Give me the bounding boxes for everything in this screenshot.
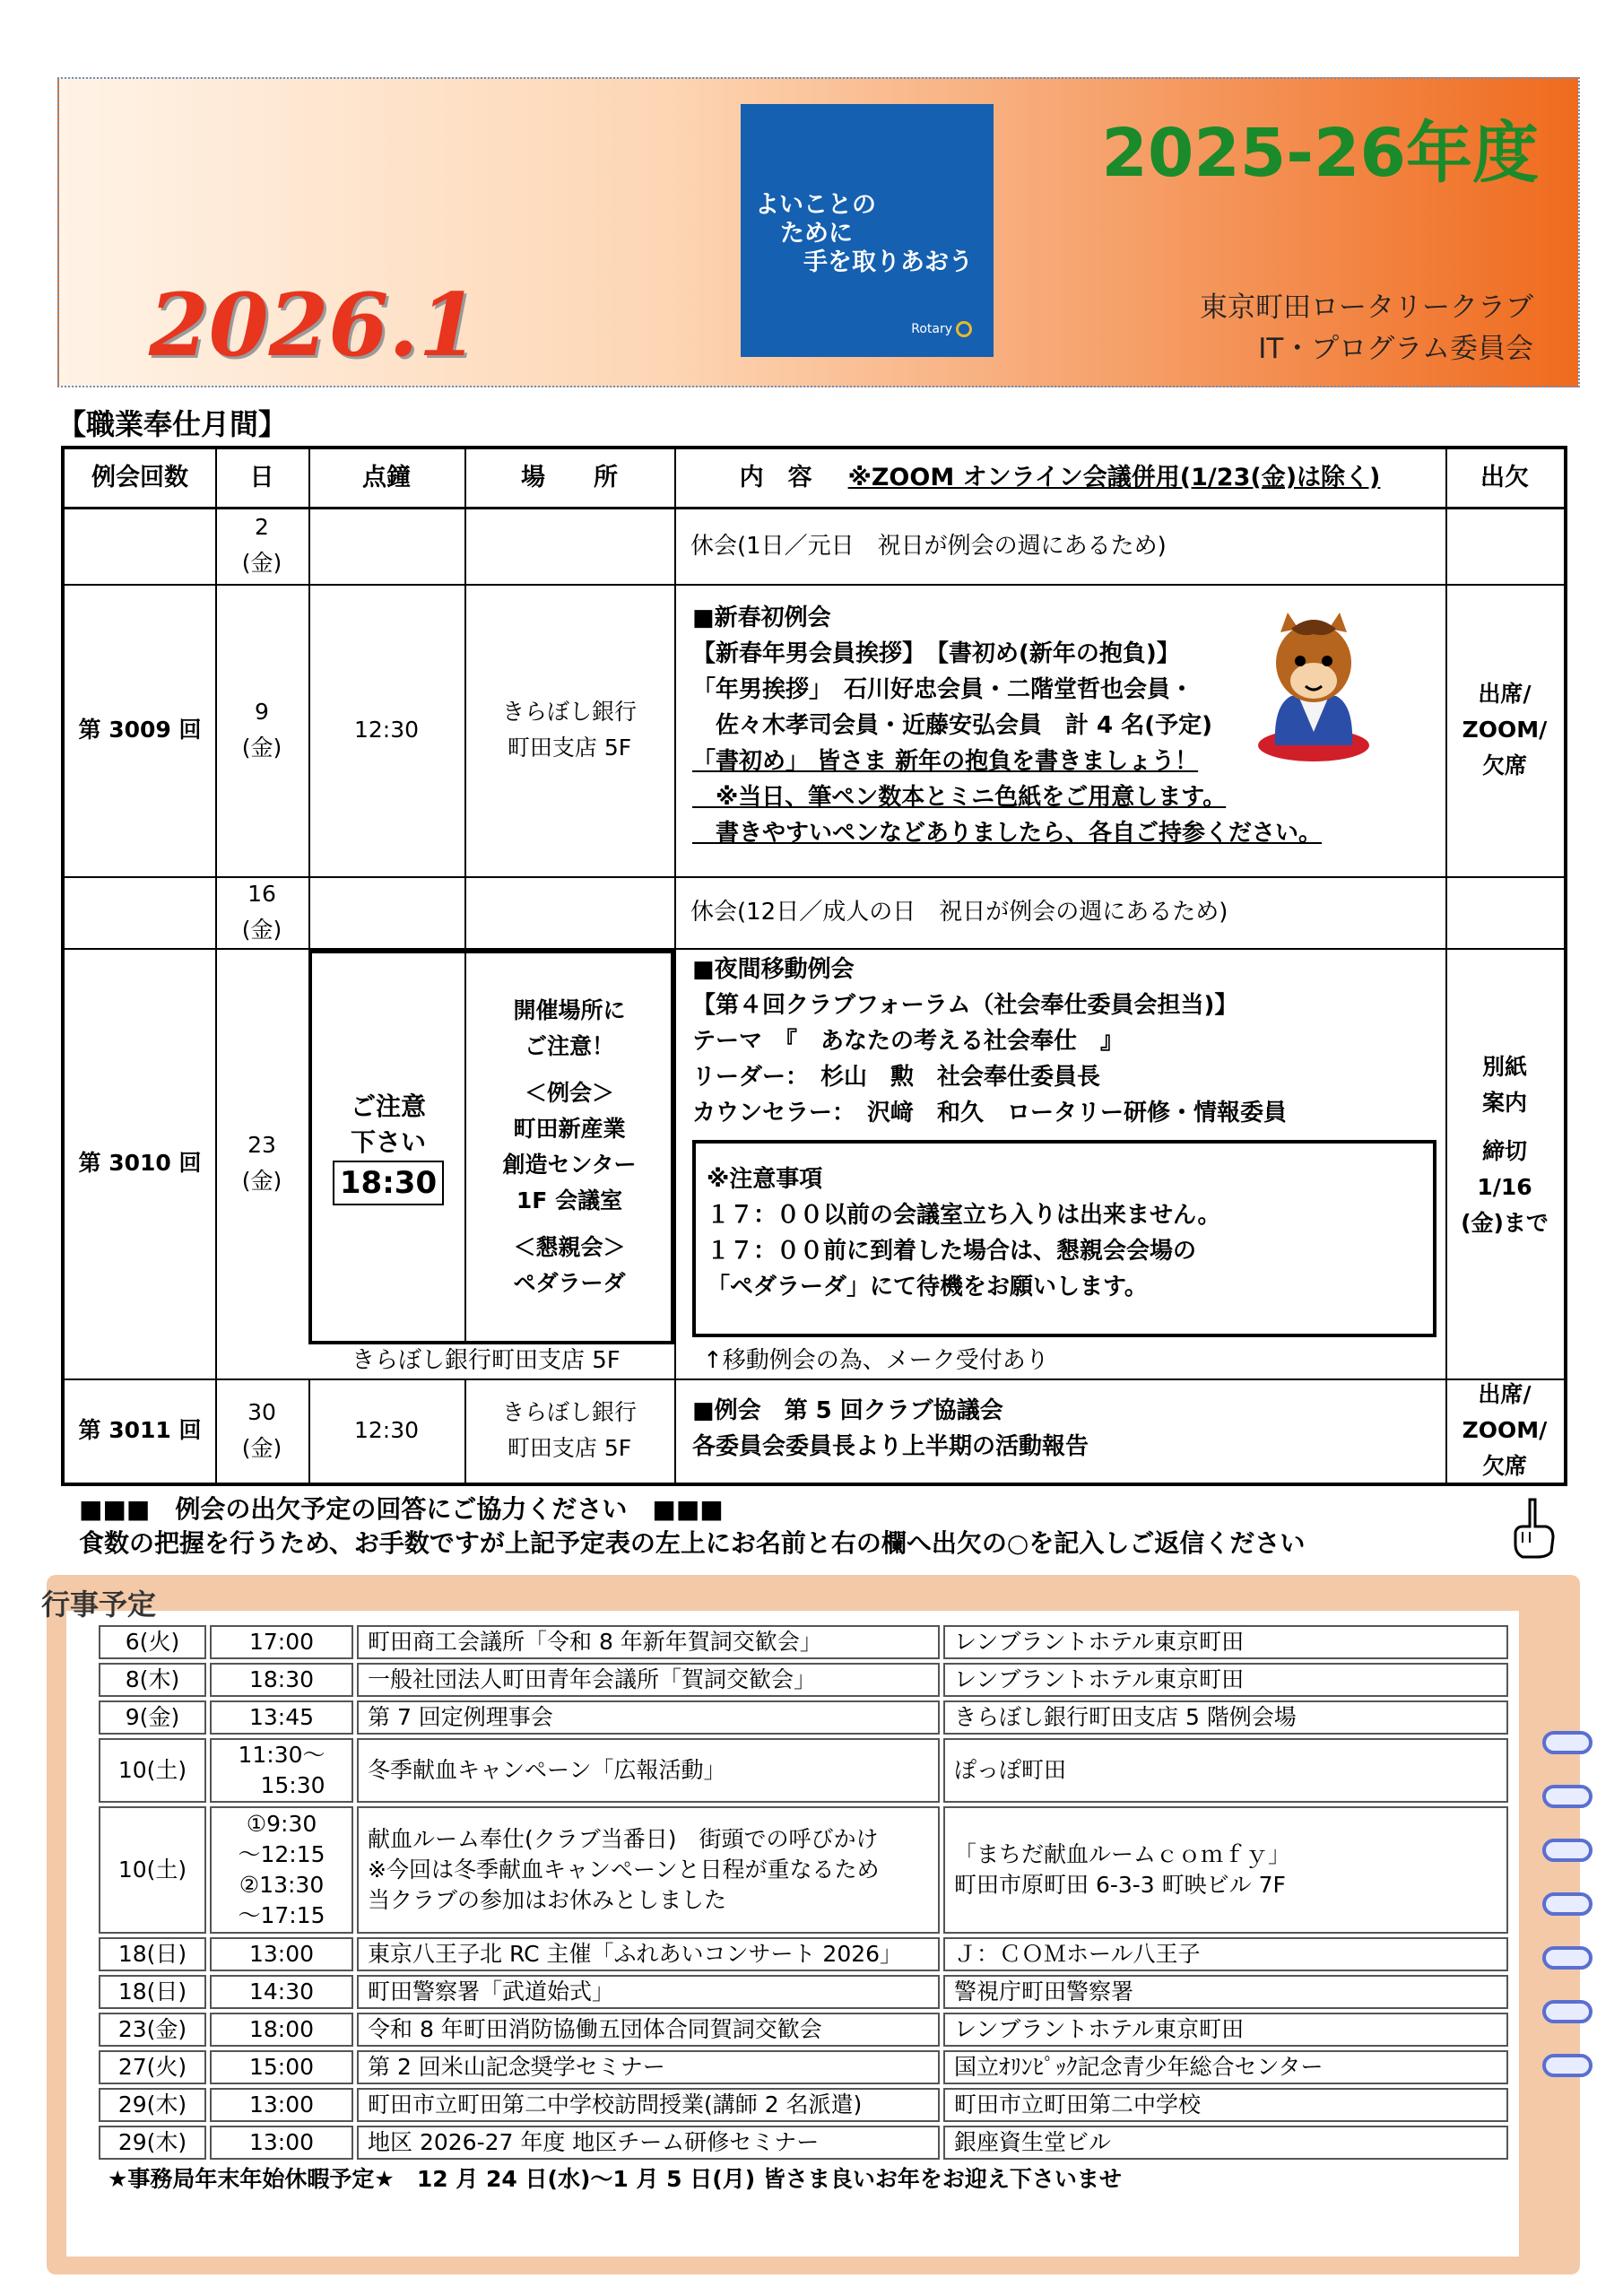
place-jan9: きらぼし銀行 町田支店 5F: [501, 699, 637, 761]
caution-notice: ※注意事項 １７：００以前の会議室立ち入りは出来ません。 １７：００前に到着した場合は、懇親会会場の 「ペダラーダ」にて待機をお願いします。: [692, 1140, 1436, 1337]
attendance-jan23: 別紙 案内 締切 1/16 (金)まで: [1461, 1054, 1549, 1236]
meeting-no-3011: 第 3011 回: [78, 1417, 202, 1443]
day-jan2: 2 (金): [241, 514, 282, 576]
col-attendance: 出欠: [1480, 464, 1529, 491]
horse-mascot-icon: [1255, 611, 1372, 763]
bell-jan23: ご注意 下さい 18:30: [312, 952, 464, 1343]
month-theme: 【職業奉仕月間】: [57, 407, 288, 441]
place-jan30: きらぼし銀行 町田支店 5F: [501, 1399, 637, 1461]
event-row: 23(金) 18:00 令和 8 年町田消防協働五団体合同賀詞交歓会 レンブラントホテル東京町田: [99, 2013, 1508, 2047]
meeting-no-3009: 第 3009 回: [78, 717, 202, 743]
binder-rings-icon: [1542, 1731, 1596, 2108]
event-row: 8(木) 18:30 一般社団法人町田青年会議所「賀詞交歓会」 レンブラントホテル東京町田: [99, 1663, 1508, 1697]
rotary-brand: Rotary: [911, 321, 972, 337]
pointing-hand-icon: [1506, 1496, 1560, 1559]
day-jan23: 23 (金): [241, 1132, 282, 1194]
event-row: 29(木) 13:00 地区 2026-27 年度 地区チーム研修セミナー 銀座資生堂ビル: [99, 2126, 1508, 2160]
content-jan9: ■新春初例会 【新春年男会員挨拶】 【書初め(新年の抱負)】 「年男挨拶」 石川好忠会員・二階堂哲也会員・ 佐々木孝司会員・近藤安弘会員 計 4 名(予定) 「書初め」 皆さま 新年の抱負を書きましょう！ ※当日、筆ペン数本とミニ色紙をご用意します。 書きやすいペンなどありましたら、各自ご持参ください。: [692, 604, 1323, 847]
col-content: [674, 449, 1445, 507]
col-bell: 点鐘: [362, 464, 411, 491]
fiscal-year: 2025-26年度: [1101, 115, 1539, 192]
col-day: 日: [249, 464, 274, 491]
fiscal-unit: 年度: [1406, 115, 1539, 192]
col-meeting-no: 例会回数: [91, 464, 188, 491]
bell-jan9: 12:30: [353, 717, 420, 743]
bell-time-jan23: 18:30: [333, 1161, 444, 1205]
rotary-theme-logo: [741, 104, 994, 357]
event-row: 10(土) ①9:30 ～12:15 ②13:30 ～17:15 献血ルーム奉仕(クラブ当番日) 街頭での呼びかけ ※今回は冬季献血キャンペーンと日程が重なるため 当クラブの参加はお休みとしました 「まちだ献血ルームｃｏｍｆｙ」 町田市原町田 6-3-3 町映ビル 7F: [99, 1806, 1508, 1934]
event-row: 27(火) 15:00 第 2 回米山記念奨学セミナー 国立ｵﾘﾝﾋﾟｯｸ記念青少年総合センター: [99, 2050, 1508, 2084]
attendance-jan30[interactable]: 出席/ ZOOM/ 欠席: [1462, 1381, 1548, 1479]
holiday-note-jan16: 休会(12日／成人の日 祝日が例会の週にあるため): [690, 899, 1228, 926]
club-info: [1200, 287, 1533, 370]
bell-jan30: 12:30: [353, 1417, 420, 1443]
zoom-note: ※ZOOM オンライン会議併用(1/23(金)は除く): [847, 464, 1381, 491]
event-row: 29(木) 13:00 町田市立町田第二中学校訪問授業(講師 2 名派遣) 町田市立町田第二中学校: [99, 2088, 1508, 2122]
issue-date: 2026.1: [149, 274, 479, 376]
event-row: 10(土) 11:30～ 15:30 冬季献血キャンペーン「広報活動」 ぽっぽ町田: [99, 1738, 1508, 1803]
day-jan30: 30 (金): [241, 1399, 282, 1461]
content-jan23: ■夜間移動例会 【第４回クラブフォーラム（社会奉仕委員会担当)】 テーマ 『 あなたの考える社会奉仕 』 リーダー： 杉山 勲 社会奉仕委員長 カウンセラー： 沢﨑 和久 ロータリー研修・情報委員: [692, 956, 1288, 1126]
rsvp-line-2: 食数の把握を行うため、お手数ですが上記予定表の左上にお名前と右の欄へ出欠の○を記入しご返信ください: [79, 1528, 1306, 1558]
event-row: 9(金) 13:45 第 7 回定例理事会 きらぼし銀行町田支店 5 階例会場: [99, 1700, 1508, 1735]
holiday-note-jan2: 休会(1日／元日 祝日が例会の週にあるため): [690, 533, 1167, 560]
logo-line-3: 手を取りあおう: [803, 248, 973, 276]
attendance-jan9[interactable]: 出席/ ZOOM/ 欠席: [1462, 681, 1548, 778]
day-jan16: 16 (金): [241, 881, 282, 943]
content-jan30: ■例会 第 5 回クラブ協議会 各委員会委員長より上半期の活動報告: [692, 1397, 1089, 1460]
rsvp-notice: [79, 1492, 1305, 1561]
logo-line-1: よいことの: [755, 191, 876, 219]
col-content-label: 内 容: [739, 464, 812, 491]
place-jan23: 開催場所に ご注意！ ＜例会＞ 町田新産業 創造センター 1F 会議室 ＜懇親会＞ ペダラーダ: [502, 997, 637, 1296]
makeup-note: ↑移動例会の為、メーク受付あり: [703, 1347, 1049, 1374]
rotary-wheel-icon: [956, 321, 972, 337]
club-name: 東京町田ロータリークラブ: [1200, 291, 1533, 324]
event-row: 18(日) 13:00 東京八王子北 RC 主催「ふれあいコンサート 2026」 Ｊ：ＣＯＭホール八王子: [99, 1937, 1508, 1971]
events-title: 行事予定: [41, 1587, 157, 1622]
meeting-schedule-table: [61, 446, 1567, 1486]
col-place: 場 所: [521, 464, 618, 491]
events-table: [95, 1622, 1512, 2163]
event-row: 18(日) 14:30 町田警察署「武道始式」 警視庁町田警察署: [99, 1975, 1508, 2009]
event-row: 6(火) 17:00 町田商工会議所「令和 8 年新年賀詞交歓会」 レンブラントホテル東京町田: [99, 1625, 1508, 1659]
foot-place-jan23: きらぼし銀行町田支店 5F: [352, 1347, 621, 1374]
header-banner: [57, 77, 1580, 387]
day-jan9: 9 (金): [241, 699, 282, 761]
meeting-no-3010: 第 3010 回: [78, 1150, 202, 1176]
office-holiday-note: ★事務局年末年始休暇予定★ 12 月 24 日(水)～1 月 5 日(月) 皆さま良いお年をお迎え下さいませ: [108, 2166, 1122, 2192]
committee-name: IT・プログラム委員会: [1258, 333, 1533, 365]
logo-line-2: ために: [780, 220, 853, 248]
rsvp-line-1: ■■■ 例会の出欠予定の回答にご協力ください ■■■: [79, 1494, 724, 1524]
